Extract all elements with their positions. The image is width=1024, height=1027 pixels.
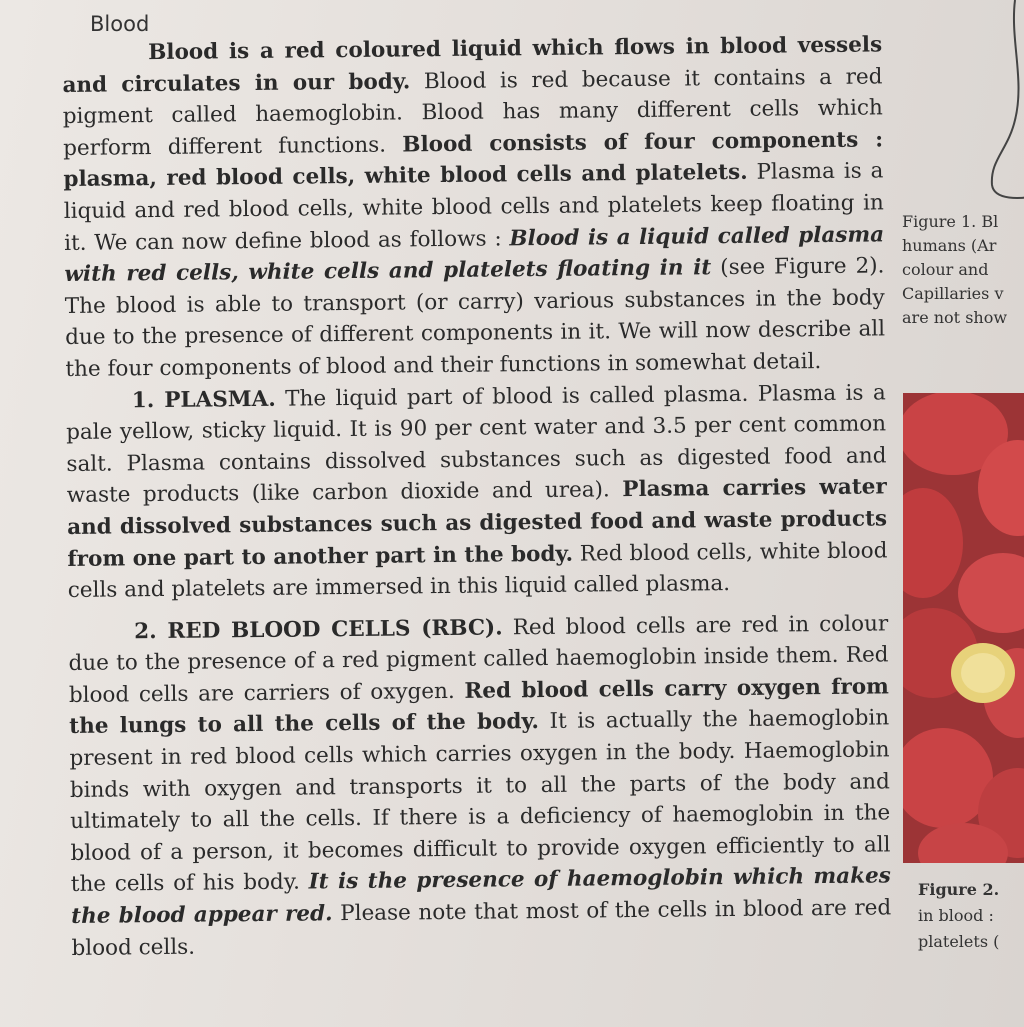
intro-bold-1: Blood is a red coloured liquid which flows in blood vessels and circulates in our body. (62, 32, 883, 98)
plasma-text-2: Red blood cells, white blood cells and platelets are immersed in this liquid called plasma. (67, 537, 888, 604)
plasma-heading: 1. PLASMA. (131, 386, 276, 413)
intro-bold-2: Blood consists of four components : plasma, red blood cells, white blood cells and platelets. (63, 127, 884, 193)
intro-text-3: (see Figure 2). The blood is able to transport (or carry) various substances in the body due to the presence of different components in it. We will now describe all the four components of blood and their functions in somewhat detail. (64, 253, 886, 382)
intro-text-2: Plasma is a liquid and red blood cells, white blood cells and platelets keep floating in it. We can now define blood as follows : (63, 158, 884, 256)
figure2-line-2: in blood : (918, 906, 994, 925)
section-heading: Blood (90, 12, 150, 36)
rbc-text-2: It is actually the haemoglobin present in red blood cells which carries oxygen in the body. Haemoglobin binds with oxygen and transports it to all the parts of the body and ultimately to all the cells. If there is a deficiency of haemoglobin in the blood of a person, it becomes difficult to provide oxygen efficiently to all the cells of his body. (69, 705, 891, 898)
figure1-line-3: colour and (902, 260, 989, 279)
rbc-text-1: Red blood cells are red in colour due to the presence of a red pigment called haemoglobin inside them. Red blood cells are carriers of oxygen. (68, 611, 889, 708)
figure2-caption (918, 877, 1024, 955)
plasma-bold: Plasma carries water and dissolved substances such as digested food and waste products from one part to another part in the body. (66, 474, 888, 572)
rbc-bold: Red blood cells carry oxygen from the lungs to all the cells of the body. (69, 674, 889, 740)
rbc-text-3: Please note that most of the cells in blood are red blood cells. (71, 895, 892, 961)
figure2-line-3: platelets ( (918, 932, 1000, 951)
figure1-line-2: humans (Ar (902, 236, 997, 255)
blood-vessel-figure (980, 0, 1024, 205)
figure1-line-5: are not show (902, 308, 1008, 327)
intro-bold-italic: Blood is a liquid called plasma with red cells, white cells and platelets floating in it (64, 221, 885, 288)
figure2-line-1: Figure 2. (918, 880, 1000, 899)
rbc-heading: 2. RED BLOOD CELLS (RBC). (134, 615, 503, 644)
intro-text-1: Blood is red because it contains a red pigment called haemoglobin. Blood has many different cells which perform different functions. (62, 64, 883, 161)
figure1-line-4: Capillaries v (902, 284, 1004, 303)
plasma-paragraph (66, 377, 888, 607)
plasma-text-1: The liquid part of blood is called plasma. Plasma is a pale yellow, sticky liquid. It is 90 per cent water and 3.5 per cent common salt. Plasma contains dissolved substances such as digested food and waste products (like carbon dioxide and urea). (66, 379, 887, 509)
rbc-paragraph (68, 608, 892, 964)
blood-cells-photo (903, 393, 1024, 863)
body-text (62, 29, 892, 964)
figure1-caption (902, 210, 1024, 330)
figure1-line-1: Figure 1. Bl (902, 212, 999, 231)
intro-paragraph (62, 29, 886, 385)
rbc-bold-italic: It is the presence of haemoglobin which makes the blood appear red. (71, 863, 891, 929)
